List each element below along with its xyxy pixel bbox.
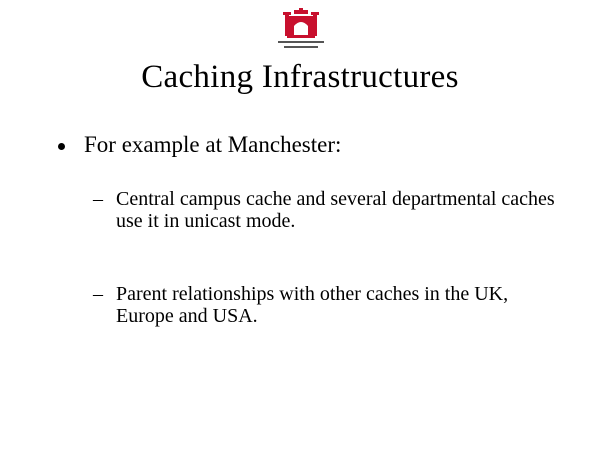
bullet-text: For example at Manchester: — [84, 132, 342, 157]
slide-title: Caching Infrastructures — [141, 59, 459, 95]
bullet-dot-icon — [58, 143, 65, 150]
university-crest-icon — [270, 8, 332, 52]
sub-bullet-dash: – — [93, 283, 103, 305]
sub-bullet-dash: – — [93, 188, 103, 210]
university-logo — [270, 8, 332, 52]
sub-bullet-text: Central campus cache and several departmental caches use it in unicast mode. — [116, 188, 555, 232]
sub-bullet-item — [93, 188, 563, 258]
sub-bullet-item — [93, 283, 563, 353]
sub-bullet-text: Parent relationships with other caches in the UK, Europe and USA. — [116, 283, 509, 327]
